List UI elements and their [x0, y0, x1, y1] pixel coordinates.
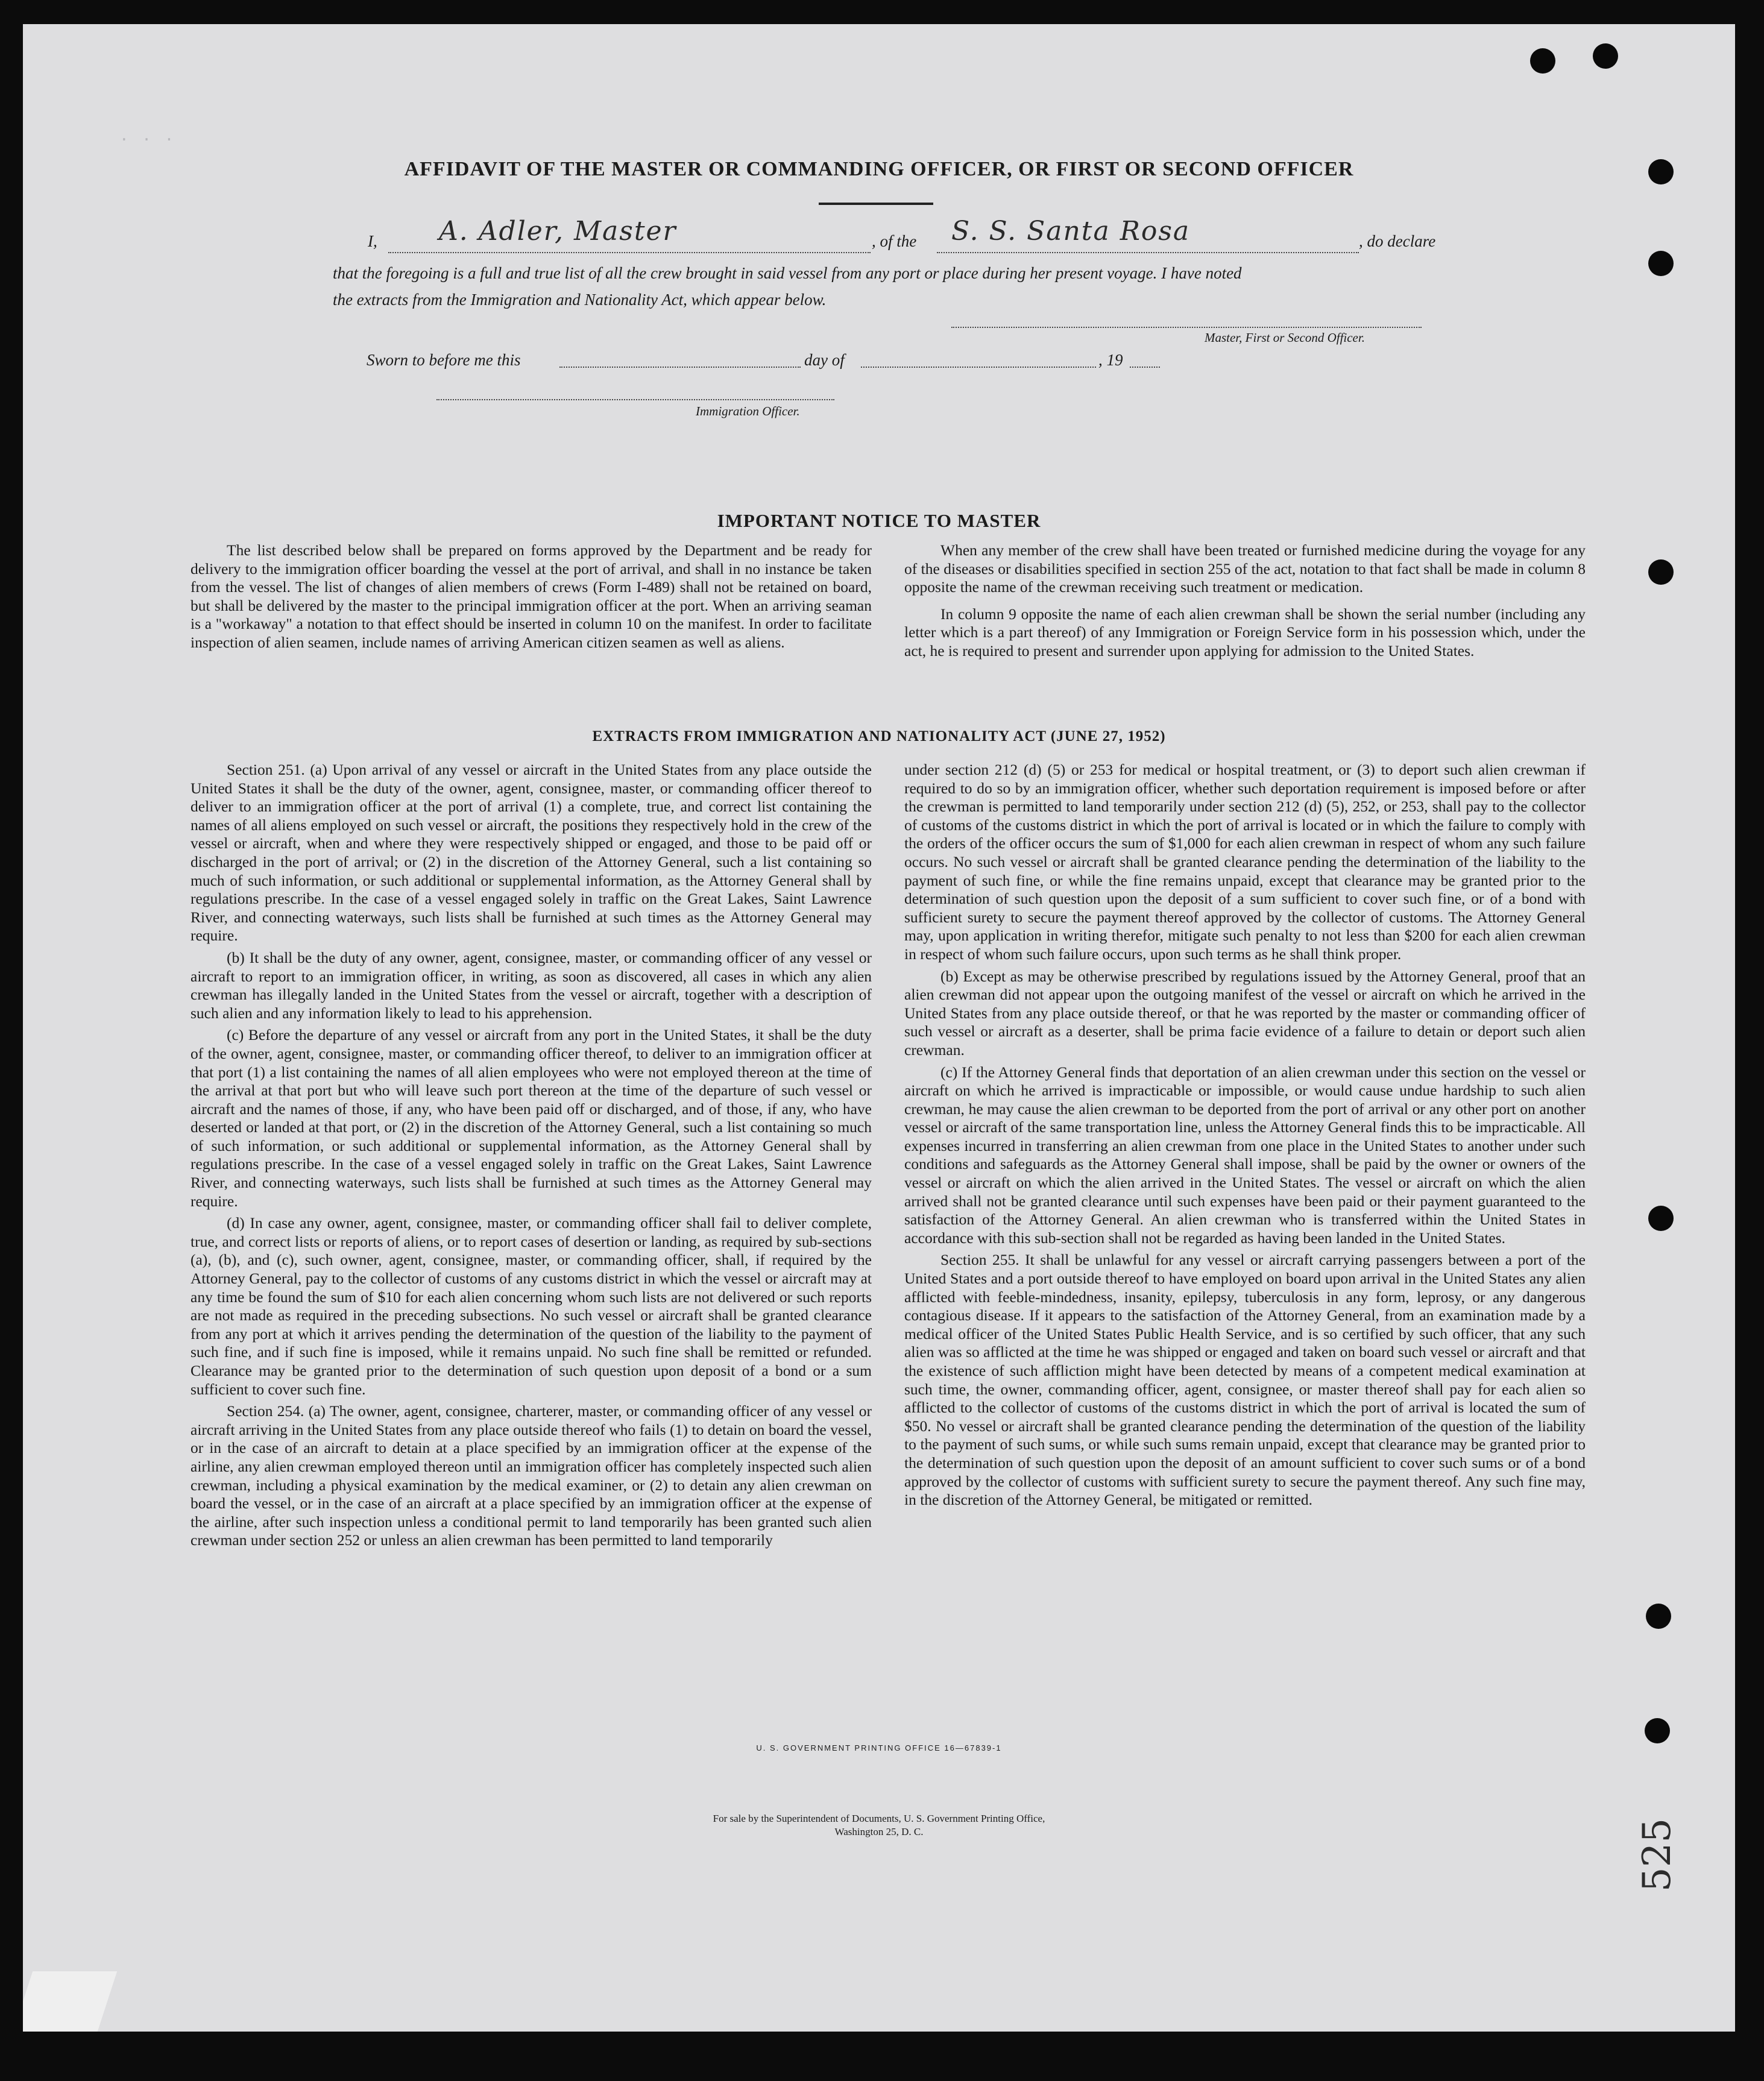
- officer-caption: Immigration Officer.: [696, 404, 800, 418]
- sale-line-2: Washington 25, D. C.: [834, 1826, 924, 1837]
- extract-paragraph: Section 254. (a) The owner, agent, consignee, charterer, master, or commanding officer of any vessel or aircraft arriving in the United States from any place outside thereof who fails (1) to detain on board the vessel, or in the case of an aircraft to detain at a place specified by an immigration officer at the expense of the airline, any alien crewman employed thereon until an immigration officer has completely inspected such alien crewman, including a physical examination by the medical examiner, or (2) to detain any alien crewman on board the vessel, or in the case of an aircraft at a place specified by an immigration officer at the expense of the airline, after such inspection unless a conditional permit to land temporarily has been granted such alien crewman under section 252 or unless an alien crewman has been permitted to land temporarily: [191, 1402, 872, 1549]
- sale-line-1: For sale by the Superintendent of Documents, U. S. Government Printing Office,: [713, 1813, 1045, 1824]
- of-the-label: , of the: [872, 232, 917, 250]
- notice-paragraph: When any member of the crew shall have been treated or furnished medicine during the voyage for any of the diseases or disabilities specified in section 255 of the act, notation to that fact shall be made in column 8 opposite the name of the crewman receiving such treatment or medication.: [904, 541, 1586, 596]
- do-declare-label: , do declare: [1359, 232, 1436, 250]
- title-rule: [819, 203, 933, 205]
- year-prefix: , 19: [1098, 351, 1123, 369]
- signature-line: [951, 326, 1422, 328]
- punch-hole: [1648, 1206, 1674, 1231]
- sworn-day-line: [559, 365, 801, 368]
- sworn-year-line: [1130, 365, 1160, 368]
- punch-hole: [1593, 43, 1618, 69]
- extract-paragraph: under section 212 (d) (5) or 253 for medical or hospital treatment, or (3) to deport such alien crewman if required to do so by an immigration officer, whether such deportation requirement is imposed before or after the crewman is permitted to land temporarily under section 212 (d) (5), 252, or 253, shall pay to the collector of customs of the customs district in which the port of arrival is located or in which the failure to comply with the orders of the officer occurs the sum of $1,000 for each alien crewman in respect of whom any such failure occurs. No such vessel or aircraft shall be granted clearance pending the determination of the liability to the payment of such fine, or while the fine remains unpaid, except that clearance may be granted prior to the determination of such question upon the deposit of a sum sufficient to cover such fine, or of a bond with sufficient surety to secure the payment thereof approved by the collector of customs. The Attorney General may, upon application in writing therefor, mitigate such penalty to not less than $200 for each alien crewman in respect of whom such failure occurs, upon such terms as he shall think proper.: [904, 761, 1586, 963]
- extract-paragraph: (c) If the Attorney General finds that deportation of an alien crewman under this section on the vessel or aircraft on which he arrived is impracticable or impossible, or would cause undue hardship to such alien crewman, he may cause the alien crewman to be deported from the port of arrival or any other port on another vessel or aircraft of the same transportation line, unless the Attorney General finds this to be impracticable. All expenses incurred in transferring an alien crewman from one place in the United States to another under such conditions and safeguards as the Attorney General shall impose, shall be paid by the owner or owners of the vessel or aircraft on which the alien arrived in the United States. The vessel or aircraft on which the alien arrived shall not be granted clearance until such expenses have been paid or their payment guaranteed to the satisfaction of the Attorney General. An alien crewman who is transferred within the United States in accordance with this sub-section shall not be regarded as having been landed in the United States.: [904, 1063, 1586, 1247]
- notice-paragraph: In column 9 opposite the name of each alien crewman shall be shown the serial number (including any letter which is a part thereof) of any Immigration or Foreign Service form in his possession which, under the act, he is required to present and surrender upon applying for admission to the United States.: [904, 605, 1586, 660]
- punch-hole: [1648, 251, 1674, 276]
- extracts-title: EXTRACTS FROM IMMIGRATION AND NATIONALITY ACT (JUNE 27, 1952): [592, 728, 1166, 745]
- punch-hole: [1530, 48, 1555, 74]
- i-label: I,: [368, 232, 377, 250]
- punch-hole: [1648, 559, 1674, 585]
- folded-corner: [23, 1971, 117, 2032]
- page-title: AFFIDAVIT OF THE MASTER OR COMMANDING OFFICER, OR FIRST OR SECOND OFFICER: [404, 158, 1354, 180]
- margin-pencil-note: 525: [1635, 1818, 1680, 1892]
- bleed-through-text: . . .: [119, 127, 176, 145]
- notice-left-column: [191, 541, 872, 652]
- gpo-imprint: U. S. GOVERNMENT PRINTING OFFICE 16—67839-1: [756, 1743, 1002, 1752]
- extract-paragraph: (c) Before the departure of any vessel or aircraft from any port in the United States, it shall be the duty of the owner, agent, consignee, master, or commanding officer thereof, to deliver to an immigration officer at that port (1) a list containing the names of all alien employees who were not employed thereon at the time of the arrival at that port but who will leave such port thereon at the time of the departure of such vessel or aircraft and the names of those, if any, who have been paid off or discharged, and of those, if any, who have deserted or landed at that port, or (2) in the discretion of the Attorney General, such a list containing so much of such information, or such additional or supplemental information, as the Attorney General shall by regulations prescribe. In the case of a vessel engaged solely in traffic on the Great Lakes, Saint Lawrence River, and connecting waterways, such lists shall be furnished at such times as the Attorney General may require.: [191, 1026, 872, 1210]
- extracts-left-column: [191, 761, 872, 1550]
- vessel-name-line: [937, 251, 1359, 253]
- extract-paragraph: (d) In case any owner, agent, consignee, master, or commanding officer shall fail to deliver complete, true, and correct lists or reports of aliens, or to report cases of desertion or landing, as required by sub-sections (a), (b), and (c), such owner, agent, consignee, master, or commanding officer, shall, if required by the Attorney General, pay to the collector of customs of any customs district in which the vessel or aircraft may at any time be found the sum of $10 for each alien concerning whom such lists are not delivered or such reports are not made as required in the preceding subsections. No such vessel or aircraft shall be granted clearance from any port at which it arrives pending the determination of the question of the liability to the payment of such fine, and if such fine is imposed, while it remains unpaid. No such fine shall be remitted or refunded. Clearance may be granted prior to the determination of such question upon deposit of a bond or a sum sufficient to cover such fine.: [191, 1214, 872, 1398]
- declaration-statement-2: the extracts from the Immigration and Nationality Act, which appear below.: [333, 291, 827, 309]
- notice-title: IMPORTANT NOTICE TO MASTER: [717, 510, 1041, 531]
- sworn-label: Sworn to before me this: [367, 351, 521, 369]
- notice-paragraph: The list described below shall be prepared on forms approved by the Department and be ready for delivery to the immigration officer boarding the vessel at the port of arrival, and shall in no instance be taken from the vessel. The list of changes of alien members of crews (Form I-489) shall not be retained on board, but shall be delivered by the master to the principal immigration officer at the port. When an arriving seaman is a "workaway" a notation to that effect should be inserted in column 10 on the manifest. In order to facilitate inspection of alien seamen, include names of arriving American citizen seamen as well as aliens.: [191, 541, 872, 651]
- day-of-label: day of: [804, 351, 845, 369]
- punch-hole: [1648, 159, 1674, 184]
- affidavit-page: [23, 24, 1735, 2032]
- extracts-right-column: [904, 761, 1586, 1510]
- vessel-name-handwritten: S. S. Santa Rosa: [951, 216, 1191, 247]
- master-name-handwritten: A. Adler, Master: [439, 216, 677, 247]
- extract-paragraph: Section 251. (a) Upon arrival of any vessel or aircraft in the United States from any place outside the United States it shall be the duty of the owner, agent, consignee, master, or commanding officer thereof to deliver to an immigration officer at the port of arrival (1) a complete, true, and correct list containing the names of all aliens employed on such vessel or aircraft, the positions they respectively hold in the crew of the vessel or aircraft, when and where they were respectively shipped or engaged, and those to be paid off or discharged in the port of arrival; or (2) in the discretion of the Attorney General, such a list containing so much of such information, or such additional or supplemental information, as the Attorney General shall by regulations prescribe. In the case of a vessel engaged solely in traffic on the Great Lakes, Saint Lawrence River, and connecting waterways, such lists shall be furnished at such times as the Attorney General may require.: [191, 761, 872, 945]
- declaration-statement-1: that the foregoing is a full and true list of all the crew brought in said vessel from any port or place during her present voyage. I have noted: [333, 264, 1242, 282]
- sale-notice: [23, 1812, 1735, 1839]
- notice-right-column: [904, 541, 1586, 661]
- extract-paragraph: (b) It shall be the duty of any owner, agent, consignee, master, or commanding officer of any vessel or aircraft to report to an immigration officer, in writing, as soon as discovered, all cases in which any alien crewman has illegally landed in the United States from the vessel or aircraft, together with a description of such alien and any information likely to lead to his apprehension.: [191, 948, 872, 1022]
- extract-paragraph: (b) Except as may be otherwise prescribed by regulations issued by the Attorney General, proof that an alien crewman did not appear upon the outgoing manifest of the vessel or aircraft on which he arrived in the United States from any place outside thereof, or that he was reported by the master or commanding officer of such vessel or aircraft as a deserter, shall be prima facie evidence of a failure to detain or deport such alien crewman.: [904, 967, 1586, 1059]
- officer-signature-line: [436, 398, 834, 400]
- punch-hole: [1645, 1718, 1670, 1743]
- sworn-month-line: [861, 365, 1096, 368]
- punch-hole: [1646, 1604, 1671, 1629]
- extract-paragraph: Section 255. It shall be unlawful for any vessel or aircraft carrying passengers between a port of the United States and a port outside thereof to have employed on board upon arrival in the United States any alien afflicted with feeble-mindedness, insanity, epilepsy, tuberculosis in any form, leprosy, or any dangerous contagious disease. If it appears to the satisfaction of the Attorney General, from an examination made by a medical officer of the United States Public Health Service, and is so certified by such officer, that any such alien was so afflicted at the time he was shipped or engaged and taken on board such vessel or aircraft and that the existence of such affliction might have been detected by means of a competent medical examination at such time, the owner, commanding officer, agent, consignee, or master thereof shall pay for each alien so afflicted to the collector of customs of the customs district in which the port of arrival is located the sum of $50. No vessel or aircraft shall be granted clearance pending the determination of the question of the liability to the payment of such sums, or while such sums remain unpaid, except that clearance may be granted prior to the determination of such question upon the deposit of an amount sufficient to cover such sums or of a bond approved by the collector of customs with sufficient surety to secure the payment thereof. Any such fine may, in the discretion of the Attorney General, be mitigated or remitted.: [904, 1251, 1586, 1509]
- master-name-line: [388, 251, 871, 253]
- signature-caption: Master, First or Second Officer.: [1205, 330, 1365, 345]
